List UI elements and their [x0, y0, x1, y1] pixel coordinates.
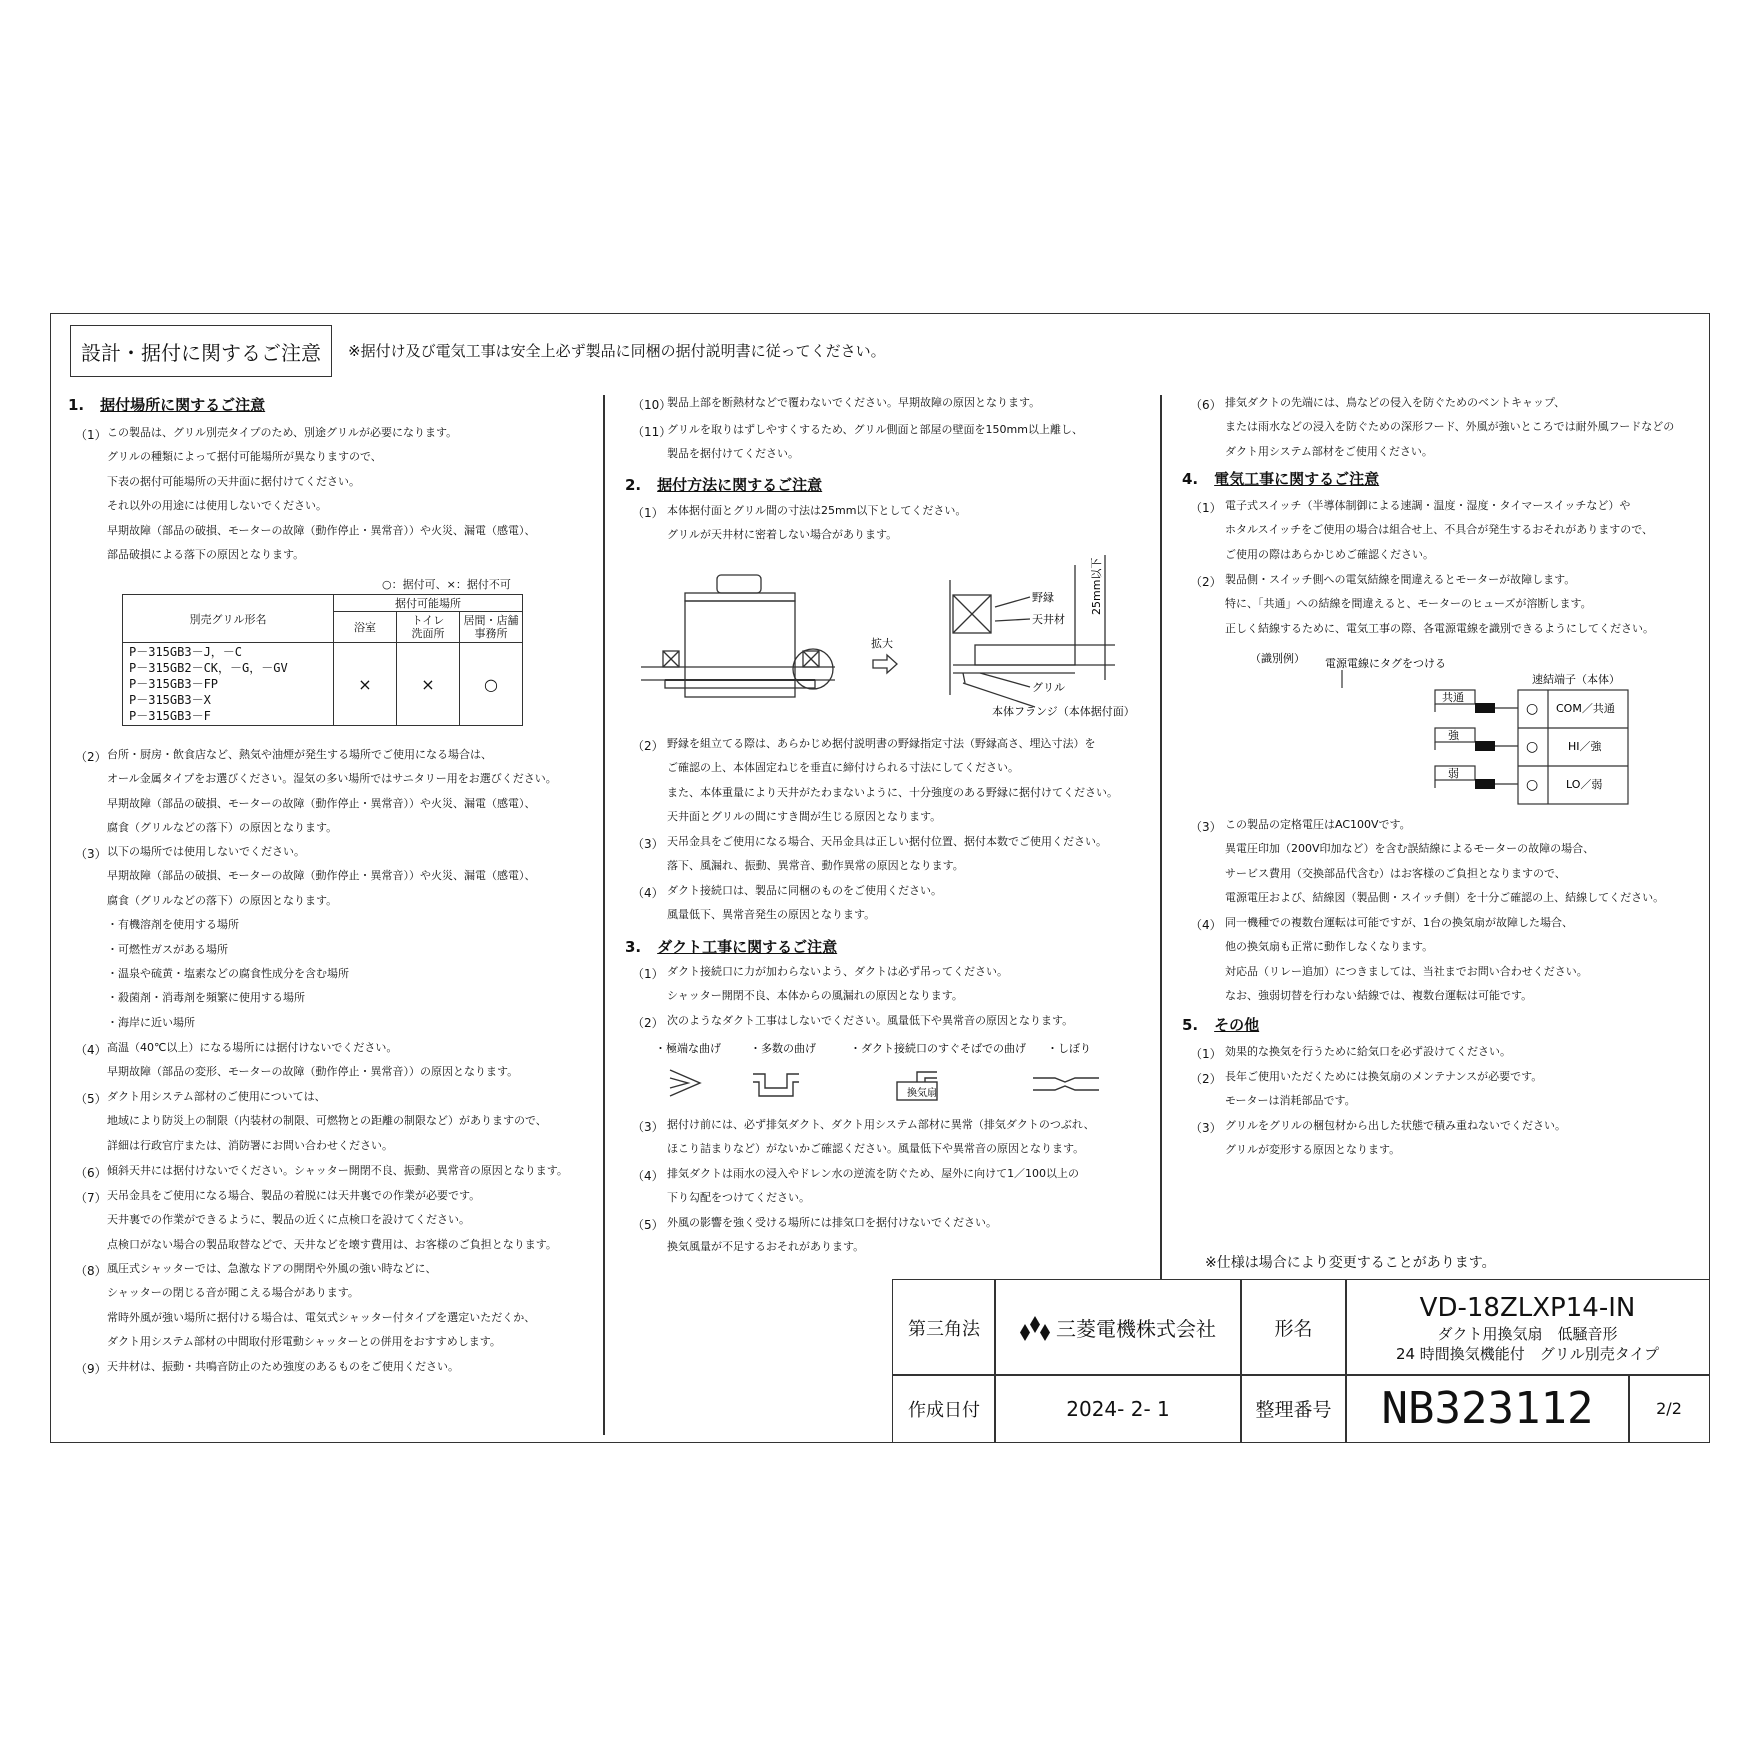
date-label: 作成日付: [892, 1374, 996, 1443]
item-text: ご確認の上、本体固定ねじを垂直に締付けられる寸法にしてください。: [667, 761, 1019, 775]
label-extreme-bend: ・極端な曲げ: [655, 1042, 721, 1055]
item-text: シャッターの閉じる音が聞こえる場合があります。: [107, 1286, 359, 1300]
spec-note: ※仕様は場合により変更することがあります。: [1205, 1255, 1496, 1271]
item-text: または雨水などの浸入を防ぐための深形フード、外風が強いところでは耐外風フードなどの: [1225, 420, 1675, 434]
item-text: ・可燃性ガスがある場所: [107, 942, 228, 956]
terminal-circle: ○: [1526, 777, 1539, 793]
item-text: ダクト用システム部材をご使用ください。: [1225, 444, 1433, 458]
item-text: 電子式スイッチ（半導体制御による速調・温度・湿度・タイマースイッチなど）や: [1225, 499, 1631, 512]
model-label: 形名: [1240, 1279, 1347, 1376]
item-text: 地域により防災上の制限（内装材の制限、可燃物との距離の制限など）がありますので、: [107, 1114, 547, 1128]
column-divider: [603, 395, 605, 1435]
item-text: モーターは消耗部品です。: [1225, 1094, 1356, 1108]
item-number: （1）: [632, 506, 664, 520]
date-value: 2024- 2- 1: [994, 1374, 1242, 1443]
item-text: 常時外風が強い場所に据付ける場合は、電気式シャッター付タイプを選定いただくか、: [107, 1310, 536, 1324]
table-cell-models: [123, 643, 334, 726]
title-block: [892, 1279, 1710, 1443]
table-cell: ×: [397, 643, 460, 726]
item-text: 部品破損による落下の原因となります。: [107, 548, 305, 561]
label-flange: 本体フランジ（本体据付面）: [992, 705, 1135, 718]
model-desc: ダクト用換気扇 低騒音形: [1437, 1324, 1618, 1343]
item-number: （8）: [75, 1264, 107, 1278]
item-text: 台所・厨房・飲食店など、熱気や油煙が発生する場所でご使用になる場合は、: [107, 748, 492, 761]
item-number: （2）: [75, 750, 107, 764]
item-text: 効果的な換気を行うために給気口を必ず設けてください。: [1225, 1045, 1511, 1058]
table-header: 居間・店舗 事務所: [460, 612, 523, 643]
item-number: （1）: [75, 428, 107, 442]
grille-table: [122, 594, 523, 726]
item-number: （5）: [632, 1218, 664, 1232]
terminal-lo: LO／弱: [1566, 778, 1603, 791]
item-text: 風量低下、異常音発生の原因となります。: [667, 908, 876, 922]
section-heading: 5. その他: [1182, 1016, 1260, 1034]
item-text: ご使用の際はあらかじめご確認ください。: [1225, 547, 1434, 561]
item-number: （1）: [1190, 1047, 1222, 1061]
tag-weak: 弱: [1448, 767, 1459, 780]
item-text: 換気風量が不足するおそれがあります。: [667, 1240, 865, 1254]
item-number: （2）: [1190, 575, 1222, 589]
item-number: （10）: [632, 398, 672, 412]
label-tag: 電源電線にタグをつける: [1325, 657, 1446, 670]
item-text: 天吊金具をご使用になる場合、天吊金具は正しい据付位置、据付本数でご使用ください。: [667, 835, 1107, 848]
table-header: トイレ 洗面所: [397, 612, 460, 643]
table-cell: ×: [334, 643, 397, 726]
item-text: ダクト接続口は、製品に同梱のものをご使用ください。: [667, 884, 942, 897]
item-text: ダクト用システム部材の中間取付形電動シャッターとの併用をおすすめします。: [107, 1335, 501, 1349]
company-cell: [994, 1279, 1242, 1376]
item-text: 電源電圧および、結線図（製品側・スイッチ側）を十分ご確認の上、結線してください。: [1225, 891, 1665, 905]
item-text: 天吊金具をご使用になる場合、製品の着脱には天井裏での作業が必要です。: [107, 1189, 481, 1202]
label-fan: 換気扇: [907, 1088, 937, 1099]
item-number: （4）: [1190, 918, 1222, 932]
item-text: ホタルスイッチをご使用の場合は組合せ上、不具合が発生するおそれがありますので、: [1225, 523, 1654, 537]
mitsubishi-logo-icon: [1020, 1315, 1050, 1341]
item-text: また、本体重量により天井がたわまないように、十分強度のある野縁に据付けてください。: [667, 785, 1118, 799]
section-heading: 1. 据付場所に関するご注意: [68, 396, 266, 414]
label-kakudai: 拡大: [871, 637, 893, 650]
item-text: 長年ご使用いただくためには換気扇のメンテナンスが必要です。: [1225, 1070, 1543, 1083]
item-number: （6）: [1190, 398, 1222, 412]
label-terminal: 速結端子（本体）: [1532, 673, 1620, 686]
item-text: 腐食（グリルなどの落下）の原因となります。: [107, 893, 338, 907]
label-dimension: 25mm以下: [1090, 557, 1103, 615]
item-number: （11）: [632, 425, 672, 439]
item-text: 天井裏での作業ができるように、製品の近くに点検口を設けてください。: [107, 1213, 470, 1227]
model-desc: 24 時間換気機能付 グリル別売タイプ: [1395, 1344, 1660, 1363]
item-text: 特に、「共通」への結線を間違えると、モーターのヒューズが溶断します。: [1225, 597, 1592, 611]
section-heading: 2. 据付方法に関するご注意: [625, 476, 823, 494]
model-number: VD-18ZLXP14-IN: [1419, 1292, 1636, 1323]
item-text: 風圧式シャッターでは、急激なドアの開閉や外風の強い時などに、: [107, 1262, 437, 1275]
header-note: ※据付け及び電気工事は安全上必ず製品に同梱の据付説明書に従ってください。: [348, 342, 886, 360]
duct-bends-diagram: [655, 1040, 1105, 1110]
item-text: 製品を据付けてください。: [667, 447, 799, 461]
wiring-diagram: [1230, 650, 1630, 810]
item-text: この製品は、グリル別売タイプのため、別途グリルが必要になります。: [107, 426, 458, 439]
item-number: （3）: [632, 1120, 664, 1134]
label-multiple-bends: ・多数の曲げ: [750, 1042, 816, 1055]
item-text: ・海岸に近い場所: [107, 1015, 195, 1029]
ref-label: 整理番号: [1240, 1374, 1347, 1443]
ref-number: NB323112: [1345, 1374, 1630, 1443]
item-text: 正しく結線するために、電気工事の際、各電源電線を識別できるようにしてください。: [1225, 621, 1654, 635]
item-text: 早期故障（部品の破損、モーターの故障（動作停止・異常音））や火災、漏電（感電）、: [107, 523, 536, 537]
table-cell: ○: [460, 643, 523, 726]
item-text: 下表の据付可能場所の天井面に据付けてください。: [107, 474, 360, 488]
model-item: P－315GB2－CK，－G，－GV: [129, 661, 288, 675]
projection-label: 第三角法: [892, 1279, 996, 1376]
table-legend: ○：据付可、×：据付不可: [382, 578, 511, 591]
item-text: 以下の場所では使用しないでください。: [107, 845, 305, 858]
table-header: 浴室: [334, 612, 397, 643]
item-text: ・有機溶剤を使用する場所: [107, 918, 239, 932]
table-header: 別売グリル形名: [123, 595, 334, 643]
item-number: （3）: [75, 847, 107, 861]
tag-strong: 強: [1448, 729, 1459, 742]
item-text: 詳細は行政官庁または、消防署にお問い合わせください。: [107, 1138, 393, 1152]
model-item: P－315GB3－X: [129, 693, 211, 707]
item-text: 早期故障（部品の破損、モーターの故障（動作停止・異常音））や火災、漏電（感電）、: [107, 869, 536, 883]
label-tenjo: 天井材: [1032, 613, 1065, 626]
item-number: （2）: [632, 739, 664, 753]
item-number: （3）: [632, 837, 664, 851]
installation-diagram: [635, 555, 1135, 725]
label-constriction: ・しぼり: [1047, 1042, 1091, 1055]
item-text: 製品上部を断熱材などで覆わないでください。早期故障の原因となります。: [667, 396, 1041, 409]
model-item: P－315GB3－J，－C: [129, 645, 243, 659]
item-text: 本体据付面とグリル間の寸法は25mm以下としてください。: [667, 504, 967, 517]
section-heading: 3. ダクト工事に関するご注意: [625, 938, 838, 956]
item-text: 腐食（グリルなどの落下）の原因となります。: [107, 821, 338, 835]
item-number: （4）: [632, 886, 664, 900]
item-text: 高温（40℃以上）になる場所には据付けないでください。: [107, 1041, 398, 1054]
item-text: 早期故障（部品の変形、モーターの故障（動作停止・異常音））の原因となります。: [107, 1065, 519, 1079]
item-number: （1）: [1190, 501, 1222, 515]
item-text: ・殺菌剤・消毒剤を頻繁に使用する場所: [107, 991, 305, 1005]
item-text: ダクト接続口に力が加わらないよう、ダクトは必ず吊ってください。: [667, 965, 1008, 978]
item-number: （3）: [1190, 820, 1222, 834]
item-text: グリルが変形する原因となります。: [1225, 1143, 1401, 1157]
item-text: シャッター開閉不良、本体からの風漏れの原因となります。: [667, 989, 963, 1003]
item-text: グリルをグリルの梱包材から出した状態で積み重ねないでください。: [1225, 1119, 1566, 1132]
item-text: ・温泉や硫黄・塩素などの腐食性成分を含む場所: [107, 967, 349, 980]
item-text: なお、強弱切替を行わない結線では、複数台運転は可能です。: [1225, 989, 1533, 1003]
item-number: （1）: [632, 967, 664, 981]
item-text: 下り勾配をつけてください。: [667, 1191, 810, 1205]
item-text: 野縁を組立てる際は、あらかじめ据付説明書の野縁指定寸法（野縁高さ、埋込寸法）を: [667, 737, 1096, 750]
item-number: （4）: [75, 1043, 107, 1057]
tag-common: 共通: [1442, 691, 1464, 704]
item-text: 天井面とグリルの間にすき間が生じる原因となります。: [667, 810, 942, 824]
item-text: 据付け前には、必ず排気ダクト、ダクト用システム部材に異常（排気ダクトのつぶれ、: [667, 1118, 1095, 1131]
model-item: P－315GB3－F: [129, 709, 211, 723]
item-text: 対応品（リレー追加）につきましては、当社までお問い合わせください。: [1225, 964, 1588, 978]
section-heading: 4. 電気工事に関するご注意: [1182, 470, 1380, 488]
item-text: サービス費用（交換部品代含む）はお客様のご負担となりますので、: [1225, 866, 1566, 880]
item-text: 天井材は、振動・共鳴音防止のため強度のあるものをご使用ください。: [107, 1360, 459, 1373]
item-text: 外風の影響を強く受ける場所には排気口を据付けないでください。: [667, 1216, 997, 1229]
model-item: P－315GB3－FP: [129, 677, 219, 691]
item-text: 排気ダクトは雨水の浸入やドレン水の逆流を防ぐため、屋外に向けて1／100以上の: [667, 1167, 1080, 1180]
item-number: （2）: [632, 1016, 664, 1030]
item-text: グリルの種類によって据付可能場所が異なりますので、: [107, 450, 382, 464]
terminal-circle: ○: [1526, 739, 1539, 755]
label-near-bend: ・ダクト接続口のすぐそばでの曲げ: [850, 1042, 1026, 1055]
item-text: ダクト用システム部材のご使用については、: [107, 1090, 326, 1103]
item-text: 次のようなダクト工事はしないでください。風量低下や異常音の原因となります。: [667, 1014, 1074, 1027]
label-example: （識別例）: [1250, 652, 1305, 665]
item-number: （5）: [75, 1092, 107, 1106]
item-text: この製品の定格電圧はAC100Vです。: [1225, 818, 1411, 831]
item-text: 異電圧印加（200V印加など）を含む誤結線によるモーターの故障の場合、: [1225, 842, 1595, 856]
item-text: 落下、風漏れ、振動、異常音、動作異常の原因となります。: [667, 859, 964, 873]
item-text: それ以外の用途には使用しないでください。: [107, 499, 327, 513]
model-cell: [1345, 1279, 1710, 1376]
item-text: 製品側・スイッチ側への電気結線を間違えるとモーターが故障します。: [1225, 573, 1576, 586]
terminal-circle: ○: [1526, 701, 1539, 717]
item-number: （4）: [632, 1169, 664, 1183]
page-number: 2/2: [1628, 1374, 1710, 1443]
item-number: （2）: [1190, 1072, 1222, 1086]
company-name: 三菱電機株式会社: [1056, 1317, 1216, 1341]
item-text: グリルが天井材に密着しない場合があります。: [667, 528, 898, 542]
table-header: 据付可能場所: [334, 595, 523, 612]
item-text: 排気ダクトの先端には、鳥などの侵入を防ぐためのベントキャップ、: [1225, 396, 1566, 409]
page-title: 設計・据付に関するご注意: [70, 325, 332, 377]
item-text: ほこり詰まりなど）がないかご確認ください。風量低下や異常音の原因となります。: [667, 1142, 1085, 1156]
label-noen: 野縁: [1032, 591, 1054, 604]
item-text: オール金属タイプをお選びください。湿気の多い場所ではサニタリー用をお選びください。: [107, 772, 557, 786]
item-text: 傾斜天井には据付けないでください。シャッター開閉不良、振動、異常音の原因となります。: [107, 1164, 568, 1177]
label-grille: グリル: [1032, 681, 1065, 694]
item-number: （6）: [75, 1166, 107, 1180]
terminal-hi: HI／強: [1568, 740, 1602, 753]
item-text: 点検口がない場合の製品取替などで、天井などを壊す費用は、お客様のご負担となります。: [107, 1237, 557, 1251]
column-divider: [1160, 395, 1162, 1280]
item-text: 早期故障（部品の破損、モーターの故障（動作停止・異常音））や火災、漏電（感電）、: [107, 796, 536, 810]
item-text: 同一機種での複数台運転は可能ですが、1台の換気扇が故障した場合、: [1225, 916, 1573, 929]
item-number: （3）: [1190, 1121, 1222, 1135]
item-number: （9）: [75, 1362, 107, 1376]
item-text: グリルを取りはずしやすくするため、グリル側面と部屋の壁面を150mm以上離し、: [667, 423, 1083, 436]
item-text: 他の換気扇も正常に動作しなくなります。: [1225, 940, 1434, 954]
terminal-com: COM／共通: [1556, 702, 1615, 715]
item-number: （7）: [75, 1191, 107, 1205]
